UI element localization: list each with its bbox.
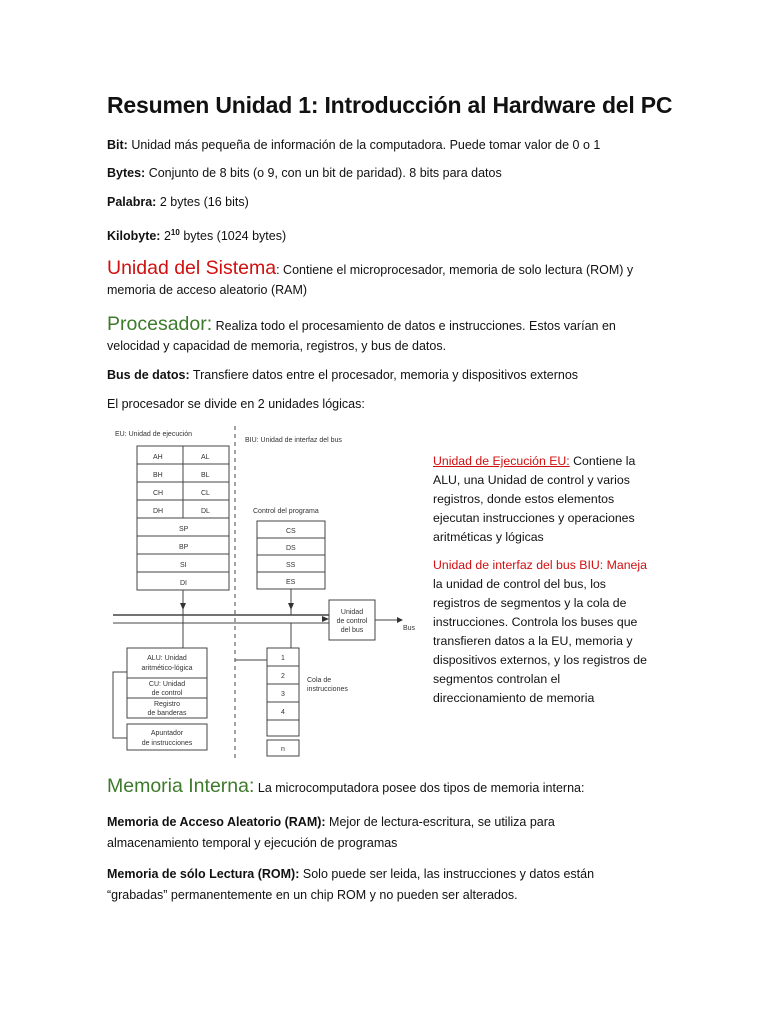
- biu-desc-line: instrucciones. Controla los buses que: [433, 615, 638, 629]
- register-bp: BP: [179, 544, 189, 551]
- biu-description: [433, 556, 663, 708]
- arrow-right: [322, 616, 329, 622]
- register-al: AL: [201, 454, 210, 461]
- biu-desc-line: direccionamiento de memoria: [433, 691, 595, 705]
- biu-label: BIU: Unidad de interfaz del bus: [245, 437, 342, 444]
- definition-text: Conjunto de 8 bits (o 9, con un bit de paridad). 8 bits para datos: [148, 166, 502, 180]
- queue-slot: n: [281, 746, 285, 753]
- biu-desc-line: transfieren datos a la EU, memoria y: [433, 634, 633, 648]
- ram-text-cont: almacenamiento temporal y ejecución de programas: [107, 835, 398, 850]
- eu-desc-label: Unidad de Ejecución EU:: [433, 454, 570, 468]
- ram-text: Mejor de lectura-escritura, se utiliza para: [329, 815, 555, 829]
- section-heading: Unidad del Sistema: [107, 257, 277, 279]
- rom-term: Memoria de sólo Lectura (ROM):: [107, 867, 300, 881]
- definition-bit: [107, 136, 600, 155]
- segment-ss: SS: [286, 562, 296, 569]
- register-cl: CL: [201, 490, 210, 497]
- register-dl: DL: [201, 508, 210, 515]
- section-heading: Memoria Interna:: [107, 775, 255, 797]
- register-dh: DH: [153, 508, 164, 515]
- eu-desc-line: Contiene la: [573, 454, 636, 468]
- queue-label: Cola de: [307, 677, 332, 684]
- biu-desc-label: Unidad de interfaz del bus BIU: Maneja: [433, 558, 647, 572]
- register-si: SI: [180, 562, 187, 569]
- definition-term: Kilobyte:: [107, 229, 161, 244]
- register-bh: BH: [153, 472, 163, 479]
- register-sp: SP: [179, 526, 189, 533]
- power-exponent: 10: [170, 228, 180, 237]
- bus-label: Bus: [403, 625, 416, 632]
- definition-kilobyte: [107, 223, 286, 246]
- arrow-down: [288, 603, 294, 610]
- section-text-cont: velocidad y capacidad de memoria, registros, y bus de datos.: [107, 339, 447, 353]
- definition-term: Bytes:: [107, 166, 146, 180]
- pointer-label: Apuntador: [150, 730, 184, 737]
- register-di: DI: [180, 580, 187, 587]
- biu-desc-line: la unidad de control del bus, los: [433, 577, 606, 591]
- eu-description: [433, 452, 663, 547]
- queue-slot: 1: [281, 655, 285, 662]
- eu-desc-line: ejecutan instrucciones y operaciones: [433, 511, 635, 525]
- segment-ds: DS: [286, 545, 296, 552]
- arrow-down: [180, 603, 186, 610]
- bus-unit-label: de control: [336, 618, 368, 625]
- definition-text: Unidad más pequeña de información de la computadora. Puede tomar valor de 0 o 1: [131, 138, 601, 152]
- section-text: : Contiene el microprocesador, memoria de solo lectura (ROM) y: [276, 263, 634, 277]
- rom-text-cont: “grabadas” permanentemente en un chip ROM y no pueden ser alterados.: [107, 887, 518, 902]
- section-text: Realiza todo el procesamiento de datos e instrucciones. Estos varían en: [215, 319, 616, 333]
- eu-desc-line: aritméticas y lógicas: [433, 530, 544, 544]
- flags-label: de banderas: [147, 710, 187, 717]
- bus-unit-label: del bus: [340, 627, 364, 634]
- eu-label: EU: Unidad de ejecución: [115, 431, 193, 438]
- definition-text: 2 bytes (16 bits): [159, 195, 249, 209]
- segment-cs: CS: [286, 528, 296, 535]
- control-programa-label: Control del programa: [253, 508, 319, 515]
- queue-slot: 3: [281, 691, 285, 698]
- cu-label: de control: [151, 690, 183, 697]
- definition-bytes: [107, 164, 502, 183]
- flags-label: Registro: [153, 701, 181, 708]
- definition-term: Palabra:: [107, 195, 157, 209]
- alu-label: ALU: Unidad: [147, 655, 187, 662]
- section-procesador: [107, 314, 647, 356]
- eu-desc-line: ALU, una Unidad de control y varios: [433, 473, 630, 487]
- register-ah: AH: [153, 454, 163, 461]
- queue-slot: 2: [281, 673, 285, 680]
- pointer-label: de instrucciones: [141, 740, 193, 747]
- biu-desc-line: registros de segmentos y la cola de: [433, 596, 627, 610]
- queue-slot: 4: [281, 709, 285, 716]
- definition-text: Transfiere datos entre el procesador, memoria y dispositivos externos: [192, 368, 579, 382]
- eu-desc-line: registros, donde estos elementos: [433, 492, 615, 506]
- cu-label: CU: Unidad: [148, 681, 186, 688]
- section-text-cont: memoria de acceso aleatorio (RAM): [107, 283, 308, 297]
- page-title: Resumen Unidad 1: Introducción al Hardware del PC: [107, 92, 673, 118]
- segment-es: ES: [286, 579, 296, 586]
- definition-term: Bit:: [107, 138, 128, 152]
- rom-paragraph: [107, 864, 667, 905]
- register-bl: BL: [201, 472, 210, 479]
- arrow-right: [397, 617, 403, 623]
- section-text: La microcomputadora posee dos tipos de memoria interna:: [257, 781, 585, 795]
- definition-palabra: [107, 193, 249, 212]
- register-ch: CH: [153, 490, 164, 497]
- alu-label: aritmético-lógica: [141, 665, 193, 672]
- biu-desc-line: segmentos controlan el: [433, 672, 561, 686]
- rom-text: Solo puede ser leida, las instrucciones y datos están: [302, 867, 595, 881]
- bus-unit-label: Unidad: [340, 609, 364, 616]
- power-base: 2: [163, 229, 171, 244]
- definition-term: Bus de datos:: [107, 368, 190, 382]
- bus-datos-line: [107, 366, 578, 385]
- section-heading: Procesador:: [107, 313, 213, 335]
- biu-desc-line: dispositivos externos, y los registros de: [433, 653, 647, 667]
- section-memoria: [107, 776, 647, 798]
- queue-label: instrucciones: [307, 686, 348, 693]
- ram-paragraph: [107, 812, 667, 853]
- ram-term: Memoria de Acceso Aleatorio (RAM):: [107, 815, 326, 829]
- section-unidad-sistema: [107, 258, 647, 300]
- processor-diagram: [107, 420, 422, 765]
- divide-line: El procesador se divide en 2 unidades lógicas:: [107, 397, 365, 411]
- definition-text: bytes (1024 bytes): [183, 229, 287, 244]
